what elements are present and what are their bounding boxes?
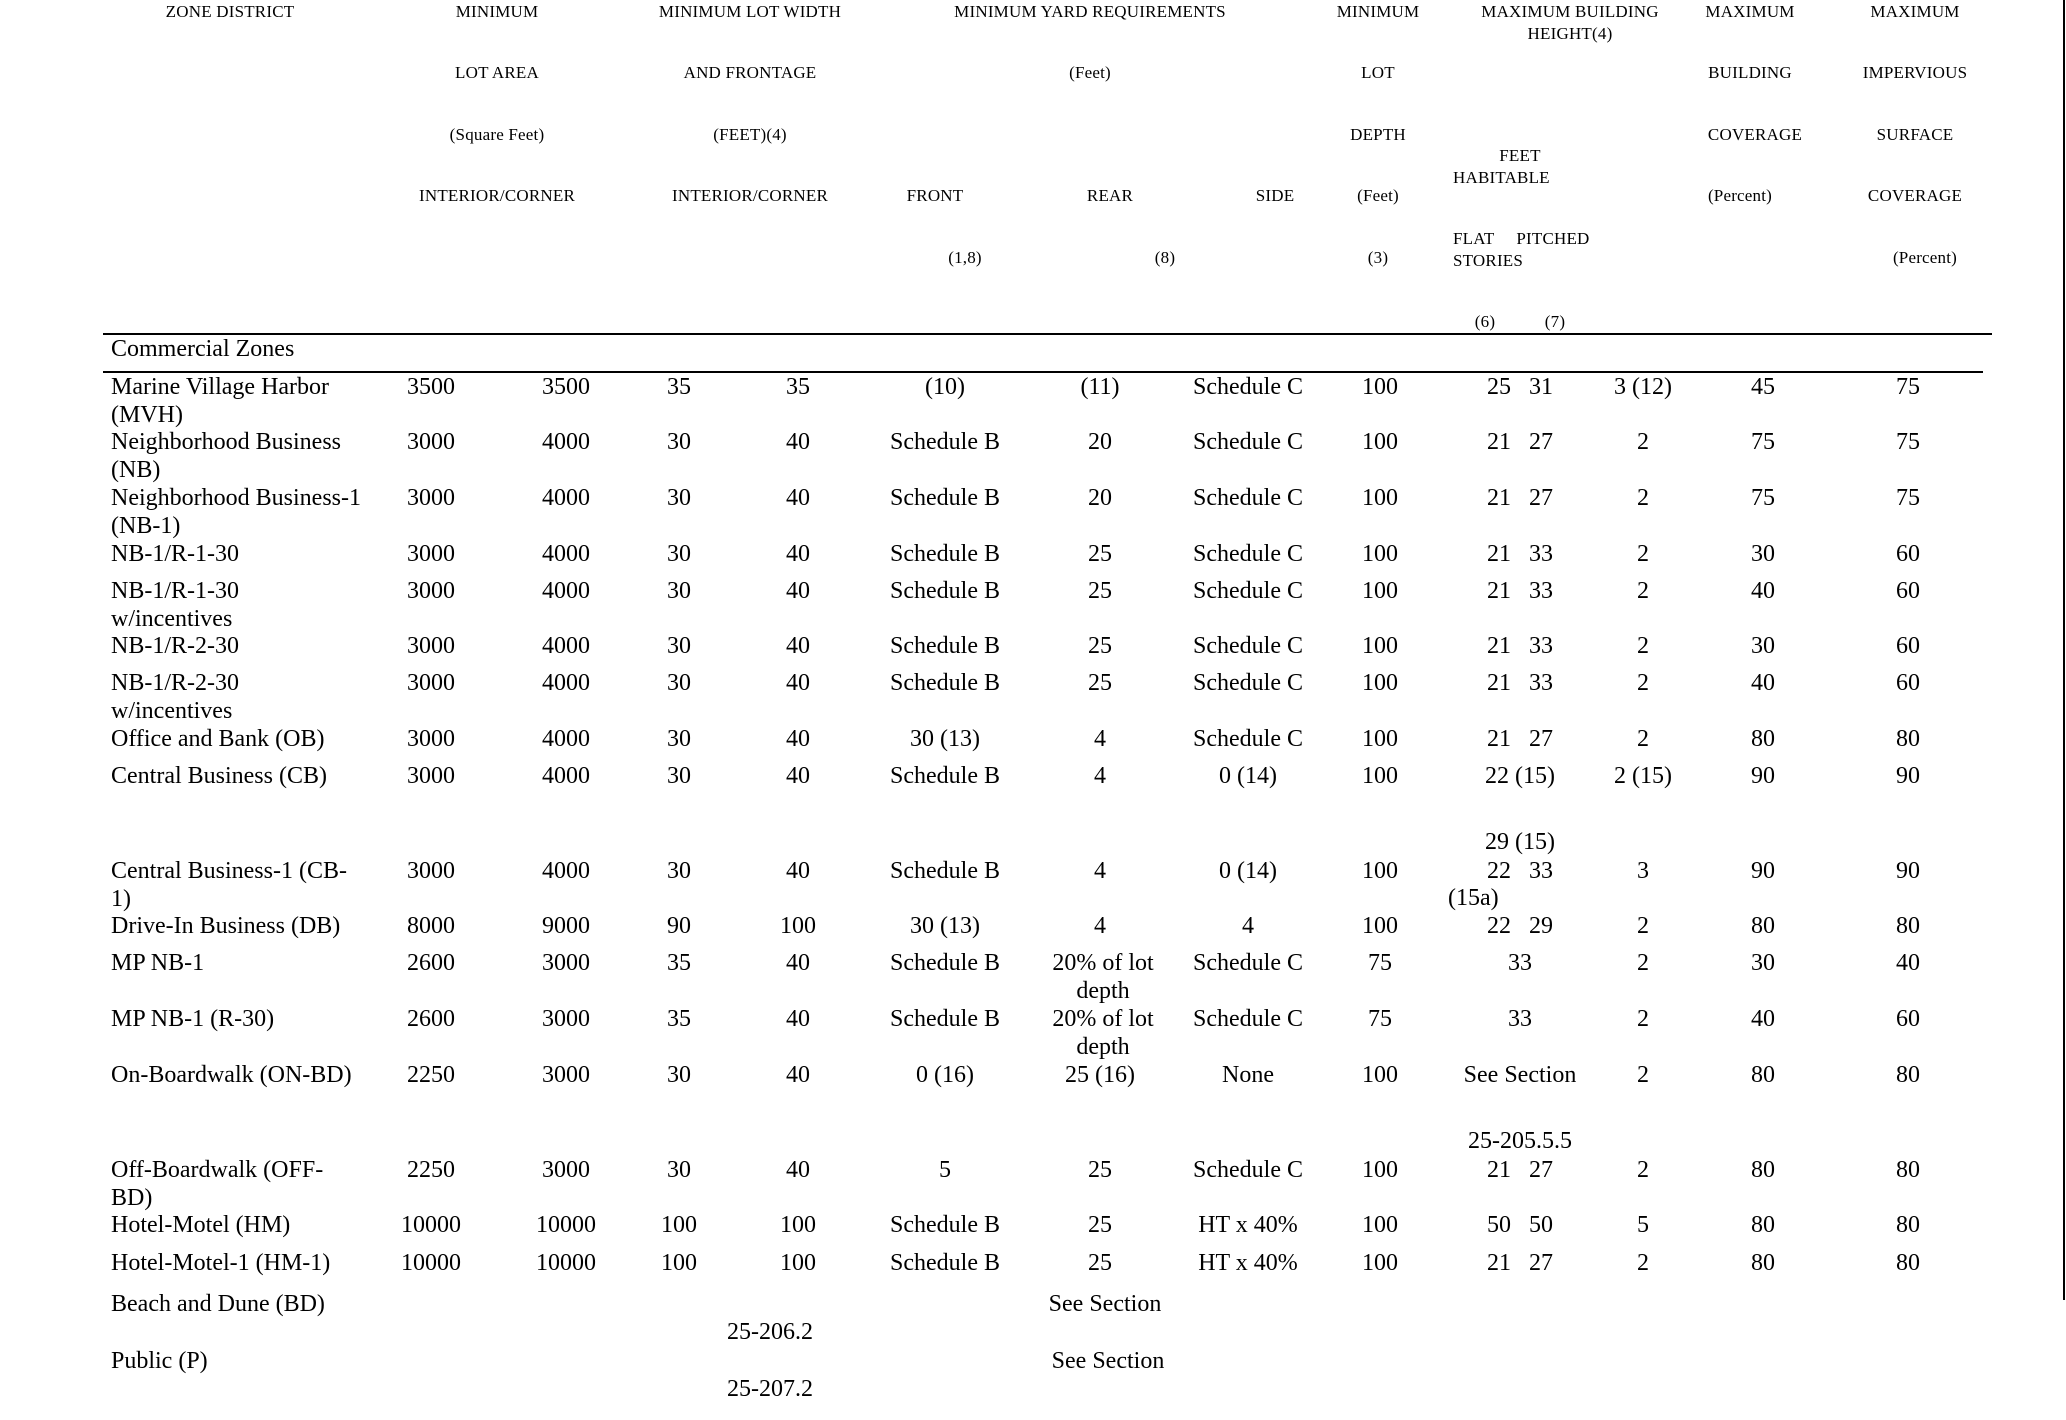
header-max-coverage-1: MAXIMUM xyxy=(1705,2,1795,21)
coverage-cell: 80 xyxy=(1751,913,1775,939)
coverage-cell: 90 xyxy=(1751,763,1775,789)
rear-cell: 25 xyxy=(1088,633,1112,659)
onbd-section-ref: 25-205.5.5 xyxy=(1468,1128,1572,1154)
w-cor-cell: 40 xyxy=(786,1006,810,1032)
area-cor-cell: 4000 xyxy=(542,763,590,789)
w-int-cell: 30 xyxy=(667,633,691,659)
area-int-cell: 3000 xyxy=(407,633,455,659)
header-height-note-7: (7) xyxy=(1544,312,1566,331)
impervious-cell: 60 xyxy=(1896,1006,1920,1032)
header-max-impervious-4: COVERAGE xyxy=(1867,186,1963,205)
area-cor-cell: 3500 xyxy=(542,374,590,400)
height-cell: 25 31 xyxy=(1487,374,1553,400)
header-min-lot-width-3: (FEET)(4) xyxy=(713,125,787,144)
side-cell: 0 (14) xyxy=(1219,858,1277,884)
side-cell: Schedule C xyxy=(1193,541,1303,567)
header-rear-note: (8) xyxy=(1154,248,1176,267)
stories-cell: 2 xyxy=(1637,670,1649,696)
rear-cell: 25 xyxy=(1088,1250,1112,1276)
header-rule xyxy=(103,333,1992,335)
zone-name-cell: Office and Bank (OB) xyxy=(111,726,325,752)
cb1-height-note: (15a) xyxy=(1448,885,1499,911)
area-cor-cell: 4000 xyxy=(542,726,590,752)
rear-cell: 4 xyxy=(1094,763,1106,789)
coverage-cell: 30 xyxy=(1751,541,1775,567)
side-cell: Schedule C xyxy=(1193,429,1303,455)
area-int-cell: 2600 xyxy=(407,1006,455,1032)
side-cell: HT x 40% xyxy=(1198,1250,1298,1276)
zone-name-cell: Hotel-Motel-1 (HM-1) xyxy=(111,1250,331,1276)
height-cell: See Section xyxy=(1463,1062,1577,1088)
front-cell: (10) xyxy=(925,374,965,400)
zone-name-cell: Hotel-Motel (HM) xyxy=(111,1212,291,1238)
header-min-depth-5: (3) xyxy=(1367,248,1389,267)
height-cell: 22 (15) xyxy=(1485,763,1555,789)
zone-name-cell: Drive-In Business (DB) xyxy=(111,913,341,939)
stories-cell: 2 xyxy=(1637,1250,1649,1276)
cb-height-pitched: 29 (15) xyxy=(1485,829,1555,855)
area-cor-cell: 4000 xyxy=(542,578,590,604)
w-int-cell: 90 xyxy=(667,913,691,939)
rear-cell: 4 xyxy=(1094,726,1106,752)
header-max-coverage-2: BUILDING xyxy=(1708,63,1792,82)
depth-cell: 75 xyxy=(1368,950,1392,976)
impervious-cell: 40 xyxy=(1896,950,1920,976)
stories-cell: 2 xyxy=(1637,429,1649,455)
impervious-cell: 75 xyxy=(1896,429,1920,455)
w-cor-cell: 40 xyxy=(786,1062,810,1088)
header-min-lot-area-1: MINIMUM xyxy=(455,2,539,21)
coverage-cell: 80 xyxy=(1751,1062,1775,1088)
header-max-impervious-2: IMPERVIOUS xyxy=(1862,63,1968,82)
impervious-cell: 80 xyxy=(1896,913,1920,939)
w-cor-cell: 40 xyxy=(786,429,810,455)
area-int-cell: 10000 xyxy=(401,1212,461,1238)
header-min-depth-3: DEPTH xyxy=(1350,125,1406,144)
header-max-coverage-4: (Percent) xyxy=(1707,186,1773,205)
bottom-ref-bd: 25-206.2 xyxy=(727,1319,813,1345)
w-int-cell: 30 xyxy=(667,1157,691,1183)
header-max-impervious-3: SURFACE xyxy=(1876,125,1954,144)
header-front: FRONT xyxy=(906,186,964,205)
area-cor-cell: 3000 xyxy=(542,1062,590,1088)
stories-cell: 3 (12) xyxy=(1614,374,1672,400)
impervious-cell: 75 xyxy=(1896,485,1920,511)
side-cell: 0 (14) xyxy=(1219,763,1277,789)
impervious-cell: 80 xyxy=(1896,726,1920,752)
area-int-cell: 3000 xyxy=(407,578,455,604)
stories-cell: 2 xyxy=(1637,633,1649,659)
w-cor-cell: 40 xyxy=(786,726,810,752)
coverage-cell: 80 xyxy=(1751,726,1775,752)
bottom-see-bd: See Section xyxy=(1048,1291,1162,1317)
w-cor-cell: 40 xyxy=(786,950,810,976)
rear-cell: 25 xyxy=(1088,578,1112,604)
rear-cell: 25 xyxy=(1088,541,1112,567)
side-cell: Schedule C xyxy=(1193,374,1303,400)
stories-cell: 2 xyxy=(1637,726,1649,752)
side-cell: 4 xyxy=(1242,913,1254,939)
header-min-yard-1: MINIMUM YARD REQUIREMENTS xyxy=(954,2,1226,21)
side-cell: Schedule C xyxy=(1193,726,1303,752)
header-min-lot-area-2: LOT AREA xyxy=(455,63,539,82)
depth-cell: 100 xyxy=(1362,858,1398,884)
area-int-cell: 3000 xyxy=(407,763,455,789)
zone-name-cell: NB-1/R-1-30 xyxy=(111,541,239,567)
height-cell: 21 33 xyxy=(1487,541,1553,567)
coverage-cell: 75 xyxy=(1751,429,1775,455)
w-cor-cell: 35 xyxy=(786,374,810,400)
height-cell: 33 xyxy=(1508,1006,1532,1032)
front-cell: Schedule B xyxy=(890,633,1000,659)
front-cell: 30 (13) xyxy=(910,726,980,752)
front-cell: Schedule B xyxy=(890,1250,1000,1276)
section-title: Commercial Zones xyxy=(111,336,295,362)
area-int-cell: 3000 xyxy=(407,541,455,567)
rear-cell: 4 xyxy=(1094,858,1106,884)
depth-cell: 100 xyxy=(1362,670,1398,696)
impervious-cell: 80 xyxy=(1896,1062,1920,1088)
side-cell: Schedule C xyxy=(1193,1157,1303,1183)
rear-cell: 25 xyxy=(1088,670,1112,696)
front-cell: Schedule B xyxy=(890,541,1000,567)
stories-cell: 2 xyxy=(1637,578,1649,604)
header-min-depth-1: MINIMUM xyxy=(1336,2,1420,21)
header-min-lot-area-4: INTERIOR/CORNER xyxy=(419,186,575,205)
w-cor-cell: 40 xyxy=(786,763,810,789)
area-cor-cell: 4000 xyxy=(542,485,590,511)
area-int-cell: 10000 xyxy=(401,1250,461,1276)
area-cor-cell: 10000 xyxy=(536,1250,596,1276)
zone-name-cell: Central Business-1 (CB-1) xyxy=(111,858,347,912)
side-cell: Schedule C xyxy=(1193,670,1303,696)
impervious-cell: 60 xyxy=(1896,578,1920,604)
depth-cell: 100 xyxy=(1362,578,1398,604)
height-cell: 21 33 xyxy=(1487,670,1553,696)
depth-cell: 100 xyxy=(1362,1212,1398,1238)
coverage-cell: 45 xyxy=(1751,374,1775,400)
impervious-cell: 80 xyxy=(1896,1157,1920,1183)
w-int-cell: 30 xyxy=(667,429,691,455)
coverage-cell: 40 xyxy=(1751,1006,1775,1032)
zone-name-cell: Marine Village Harbor (MVH) xyxy=(111,374,330,428)
w-int-cell: 35 xyxy=(667,950,691,976)
header-height-note-6: (6) xyxy=(1474,312,1496,331)
stories-cell: 2 xyxy=(1637,950,1649,976)
bottom-zone-p: Public (P) xyxy=(111,1348,208,1374)
height-cell: 21 27 xyxy=(1487,485,1553,511)
depth-cell: 100 xyxy=(1362,1157,1398,1183)
zone-name-cell: Off-Boardwalk (OFF-BD) xyxy=(111,1157,324,1211)
depth-cell: 75 xyxy=(1368,1006,1392,1032)
impervious-cell: 60 xyxy=(1896,633,1920,659)
rear-cell: 20 xyxy=(1088,485,1112,511)
stories-cell: 2 xyxy=(1637,541,1649,567)
w-cor-cell: 40 xyxy=(786,541,810,567)
height-cell: 50 50 xyxy=(1487,1212,1553,1238)
height-cell: 21 27 xyxy=(1487,1250,1553,1276)
area-int-cell: 3000 xyxy=(407,726,455,752)
impervious-cell: 60 xyxy=(1896,541,1920,567)
coverage-cell: 30 xyxy=(1751,633,1775,659)
area-cor-cell: 3000 xyxy=(542,1157,590,1183)
area-cor-cell: 4000 xyxy=(542,429,590,455)
page-edge-line xyxy=(2063,0,2065,1300)
front-cell: Schedule B xyxy=(890,578,1000,604)
front-cell: Schedule B xyxy=(890,429,1000,455)
height-cell: 21 27 xyxy=(1487,1157,1553,1183)
front-cell: Schedule B xyxy=(890,1006,1000,1032)
header-zone-district: ZONE DISTRICT xyxy=(165,2,295,21)
zone-name-cell: Neighborhood Business-1 (NB-1) xyxy=(111,485,361,539)
depth-cell: 100 xyxy=(1362,429,1398,455)
depth-cell: 100 xyxy=(1362,913,1398,939)
front-cell: Schedule B xyxy=(890,485,1000,511)
side-cell: Schedule C xyxy=(1193,485,1303,511)
coverage-cell: 40 xyxy=(1751,578,1775,604)
zone-name-cell: NB-1/R-2-30 w/incentives xyxy=(111,670,239,724)
area-int-cell: 3000 xyxy=(407,485,455,511)
zone-name-cell: NB-1/R-1-30 w/incentives xyxy=(111,578,239,632)
height-cell: 33 xyxy=(1508,950,1532,976)
stories-cell: 2 xyxy=(1637,485,1649,511)
w-int-cell: 30 xyxy=(667,541,691,567)
rear-cell: 20 xyxy=(1088,429,1112,455)
coverage-cell: 90 xyxy=(1751,858,1775,884)
front-cell: Schedule B xyxy=(890,858,1000,884)
front-cell: Schedule B xyxy=(890,1212,1000,1238)
rear-cell: 25 xyxy=(1088,1212,1112,1238)
header-min-lot-width-2: AND FRONTAGE xyxy=(683,63,817,82)
header-side: SIDE xyxy=(1255,186,1295,205)
stories-cell: 2 xyxy=(1637,913,1649,939)
header-min-lot-width-4: INTERIOR/CORNER xyxy=(672,186,828,205)
height-cell: 21 33 xyxy=(1487,633,1553,659)
coverage-cell: 40 xyxy=(1751,670,1775,696)
header-min-depth-2: LOT xyxy=(1361,63,1395,82)
area-int-cell: 2250 xyxy=(407,1157,455,1183)
rear-cell: 4 xyxy=(1094,913,1106,939)
height-cell: 21 27 xyxy=(1487,429,1553,455)
area-int-cell: 2600 xyxy=(407,950,455,976)
header-max-coverage-3: COVERAGE xyxy=(1707,125,1803,144)
coverage-cell: 80 xyxy=(1751,1212,1775,1238)
impervious-cell: 60 xyxy=(1896,670,1920,696)
coverage-cell: 80 xyxy=(1751,1157,1775,1183)
coverage-cell: 75 xyxy=(1751,485,1775,511)
header-min-depth-4: (Feet) xyxy=(1357,186,1399,205)
zone-name-cell: MP NB-1 xyxy=(111,950,205,976)
w-cor-cell: 40 xyxy=(786,858,810,884)
w-int-cell: 30 xyxy=(667,726,691,752)
impervious-cell: 80 xyxy=(1896,1250,1920,1276)
rear-cell: 25 xyxy=(1088,1157,1112,1183)
w-int-cell: 30 xyxy=(667,858,691,884)
w-cor-cell: 100 xyxy=(780,1212,816,1238)
header-max-height-1: MAXIMUM BUILDING xyxy=(1481,2,1659,21)
header-min-lot-area-3: (Square Feet) xyxy=(449,125,545,144)
height-cell: 21 33 xyxy=(1487,578,1553,604)
bottom-zone-bd: Beach and Dune (BD) xyxy=(111,1291,325,1317)
area-cor-cell: 9000 xyxy=(542,913,590,939)
depth-cell: 100 xyxy=(1362,726,1398,752)
depth-cell: 100 xyxy=(1362,1250,1398,1276)
header-rear: REAR xyxy=(1086,186,1134,205)
w-int-cell: 35 xyxy=(667,374,691,400)
bottom-see-p: See Section xyxy=(1051,1348,1165,1374)
w-cor-cell: 40 xyxy=(786,670,810,696)
zone-name-cell: NB-1/R-2-30 xyxy=(111,633,239,659)
depth-cell: 100 xyxy=(1362,485,1398,511)
depth-cell: 100 xyxy=(1362,1062,1398,1088)
coverage-cell: 30 xyxy=(1751,950,1775,976)
w-cor-cell: 40 xyxy=(786,578,810,604)
stories-cell: 2 xyxy=(1637,1006,1649,1032)
side-cell: None xyxy=(1222,1062,1274,1088)
side-cell: Schedule C xyxy=(1193,578,1303,604)
rear-cell: (11) xyxy=(1080,374,1120,400)
w-int-cell: 30 xyxy=(667,1062,691,1088)
stories-cell: 2 xyxy=(1637,1157,1649,1183)
stories-cell: 2 (15) xyxy=(1614,763,1672,789)
zone-name-cell: Neighborhood Business (NB) xyxy=(111,429,341,483)
depth-cell: 100 xyxy=(1362,763,1398,789)
depth-cell: 100 xyxy=(1362,541,1398,567)
side-cell: HT x 40% xyxy=(1198,1212,1298,1238)
area-cor-cell: 4000 xyxy=(542,858,590,884)
w-int-cell: 30 xyxy=(667,485,691,511)
front-cell: Schedule B xyxy=(890,950,1000,976)
header-habitable: HABITABLE xyxy=(1453,168,1550,187)
depth-cell: 100 xyxy=(1362,374,1398,400)
side-cell: Schedule C xyxy=(1193,633,1303,659)
header-max-impervious-5: (Percent) xyxy=(1892,248,1958,267)
stories-cell: 3 xyxy=(1637,858,1649,884)
bottom-ref-p: 25-207.2 xyxy=(727,1376,813,1402)
depth-cell: 100 xyxy=(1362,633,1398,659)
side-cell: Schedule C xyxy=(1193,950,1303,976)
height-cell: 21 27 xyxy=(1487,726,1553,752)
rear-cell: 20% of lot depth xyxy=(1052,950,1154,1004)
front-cell: Schedule B xyxy=(890,670,1000,696)
zone-name-cell: MP NB-1 (R-30) xyxy=(111,1006,275,1032)
w-cor-cell: 40 xyxy=(786,485,810,511)
area-int-cell: 3000 xyxy=(407,858,455,884)
area-cor-cell: 4000 xyxy=(542,633,590,659)
rear-cell: 25 (16) xyxy=(1065,1062,1135,1088)
front-cell: 30 (13) xyxy=(910,913,980,939)
area-cor-cell: 10000 xyxy=(536,1212,596,1238)
w-cor-cell: 40 xyxy=(786,633,810,659)
coverage-cell: 80 xyxy=(1751,1250,1775,1276)
area-int-cell: 3500 xyxy=(407,374,455,400)
front-cell: 5 xyxy=(939,1157,951,1183)
w-cor-cell: 100 xyxy=(780,1250,816,1276)
header-feet: FEET xyxy=(1499,146,1541,165)
impervious-cell: 80 xyxy=(1896,1212,1920,1238)
impervious-cell: 90 xyxy=(1896,858,1920,884)
zone-name-cell: On-Boardwalk (ON-BD) xyxy=(111,1062,352,1088)
impervious-cell: 75 xyxy=(1896,374,1920,400)
height-cell: 22 33 xyxy=(1487,858,1553,884)
front-cell: 0 (16) xyxy=(916,1062,974,1088)
area-cor-cell: 4000 xyxy=(542,541,590,567)
w-int-cell: 30 xyxy=(667,670,691,696)
w-int-cell: 30 xyxy=(667,578,691,604)
rear-cell: 20% of lot depth xyxy=(1052,1006,1154,1060)
header-max-impervious-1: MAXIMUM xyxy=(1870,2,1960,21)
area-int-cell: 3000 xyxy=(407,429,455,455)
header-max-height-2: HEIGHT(4) xyxy=(1527,24,1613,43)
w-int-cell: 100 xyxy=(661,1212,697,1238)
area-int-cell: 2250 xyxy=(407,1062,455,1088)
area-cor-cell: 3000 xyxy=(542,950,590,976)
impervious-cell: 90 xyxy=(1896,763,1920,789)
header-min-yard-2: (Feet) xyxy=(1069,63,1111,82)
side-cell: Schedule C xyxy=(1193,1006,1303,1032)
header-front-note: (1,8) xyxy=(948,248,982,267)
area-int-cell: 3000 xyxy=(407,670,455,696)
w-int-cell: 35 xyxy=(667,1006,691,1032)
w-cor-cell: 40 xyxy=(786,1157,810,1183)
stories-cell: 5 xyxy=(1637,1212,1649,1238)
w-int-cell: 30 xyxy=(667,763,691,789)
zone-name-cell: Central Business (CB) xyxy=(111,763,327,789)
area-int-cell: 8000 xyxy=(407,913,455,939)
w-int-cell: 100 xyxy=(661,1250,697,1276)
area-cor-cell: 3000 xyxy=(542,1006,590,1032)
header-stories: STORIES xyxy=(1453,251,1524,270)
header-min-lot-width-1: MINIMUM LOT WIDTH xyxy=(658,2,842,21)
front-cell: Schedule B xyxy=(890,763,1000,789)
header-flat-pitched: FLAT PITCHED xyxy=(1453,229,1590,248)
w-cor-cell: 100 xyxy=(780,913,816,939)
area-cor-cell: 4000 xyxy=(542,670,590,696)
stories-cell: 2 xyxy=(1637,1062,1649,1088)
height-cell: 22 29 xyxy=(1487,913,1553,939)
